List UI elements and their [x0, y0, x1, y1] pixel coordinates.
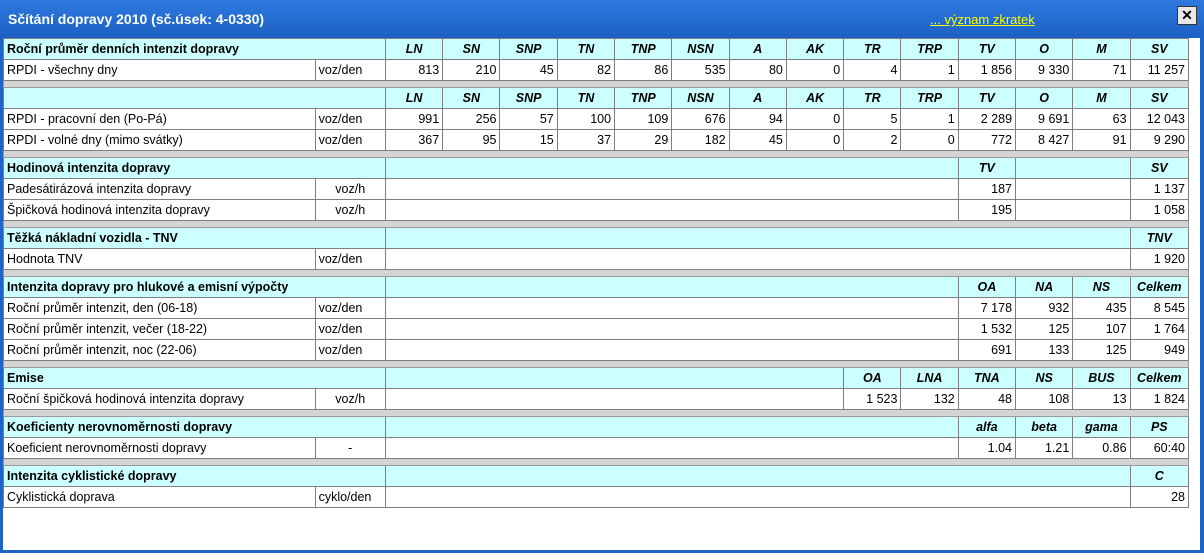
value-cell: 133: [1016, 340, 1073, 361]
column-header: TNA: [958, 368, 1015, 389]
value-cell: 991: [385, 109, 442, 130]
column-header: TV: [958, 158, 1015, 179]
empty-cell: [385, 319, 958, 340]
value-cell: 5: [844, 109, 901, 130]
value-cell: 210: [443, 60, 500, 81]
empty-cell: [385, 389, 843, 410]
abbreviations-link[interactable]: ... význam zkratek: [930, 12, 1035, 27]
header-filler: [385, 368, 843, 389]
value-cell: 9 691: [1016, 109, 1073, 130]
value-cell: 1: [901, 60, 958, 81]
column-header: Celkem: [1130, 277, 1188, 298]
section-separator: [4, 221, 1189, 228]
value-cell: 45: [729, 130, 786, 151]
value-cell: 15: [500, 130, 557, 151]
table-row: [4, 438, 1189, 459]
value-cell: 95: [443, 130, 500, 151]
column-header: TRP: [901, 39, 958, 60]
column-header: SV: [1130, 88, 1188, 109]
section-separator: [4, 81, 1189, 88]
value-cell: 57: [500, 109, 557, 130]
row-unit: voz/h: [315, 200, 385, 221]
column-header: AK: [786, 39, 843, 60]
value-cell: 691: [958, 340, 1015, 361]
value-cell: 80: [729, 60, 786, 81]
value-cell: 12 043: [1130, 109, 1188, 130]
value-cell: 91: [1073, 130, 1130, 151]
empty-cell: [1016, 179, 1131, 200]
table-row: [4, 487, 1189, 508]
section-header-hourly: [4, 158, 1189, 179]
value-cell: 108: [1016, 389, 1073, 410]
column-header: A: [729, 88, 786, 109]
value-cell: 676: [672, 109, 729, 130]
value-cell: 29: [615, 130, 672, 151]
value-cell: 45: [500, 60, 557, 81]
empty-cell: [385, 298, 958, 319]
column-header: Celkem: [1130, 368, 1188, 389]
value-cell: 0: [786, 130, 843, 151]
empty-cell: [385, 487, 1130, 508]
column-header: SN: [443, 88, 500, 109]
section-header-rpdi: [4, 39, 1189, 60]
column-header: TNV: [1130, 228, 1188, 249]
header-filler: [1016, 158, 1131, 179]
row-unit: voz/den: [315, 249, 385, 270]
column-header: BUS: [1073, 368, 1130, 389]
value-cell: 125: [1016, 319, 1073, 340]
value-cell: 11 257: [1130, 60, 1188, 81]
value-cell: 1 058: [1130, 200, 1188, 221]
value-cell: 1 137: [1130, 179, 1188, 200]
column-header: NA: [1016, 277, 1073, 298]
column-header: OA: [844, 368, 901, 389]
column-header: LN: [385, 39, 442, 60]
section-title: Roční průměr denních intenzit dopravy: [4, 39, 386, 60]
empty-cell: [1016, 200, 1131, 221]
row-unit: voz/h: [315, 179, 385, 200]
section-header-cycling: [4, 466, 1189, 487]
value-cell: 187: [958, 179, 1015, 200]
row-unit: voz/den: [315, 130, 385, 151]
section-title-empty: [4, 88, 386, 109]
row-unit: voz/den: [315, 298, 385, 319]
value-cell: 1.21: [1016, 438, 1073, 459]
section-header-noise: [4, 277, 1189, 298]
section-title: Koeficienty nerovnoměrnosti dopravy: [4, 417, 386, 438]
section-separator: [4, 151, 1189, 158]
table-row: [4, 130, 1189, 151]
row-label: RPDI - pracovní den (Po-Pá): [4, 109, 316, 130]
value-cell: 2: [844, 130, 901, 151]
value-cell: 0: [786, 109, 843, 130]
column-header: TN: [557, 39, 614, 60]
column-header: M: [1073, 88, 1130, 109]
column-header: beta: [1016, 417, 1073, 438]
section-separator: [4, 459, 1189, 466]
column-header: LNA: [901, 368, 958, 389]
value-cell: 37: [557, 130, 614, 151]
header-filler: [385, 466, 1130, 487]
column-header: NS: [1073, 277, 1130, 298]
value-cell: 195: [958, 200, 1015, 221]
value-cell: 813: [385, 60, 442, 81]
value-cell: 8 545: [1130, 298, 1188, 319]
value-cell: 2 289: [958, 109, 1015, 130]
empty-cell: [385, 438, 958, 459]
column-header: O: [1016, 88, 1073, 109]
column-header: NSN: [672, 39, 729, 60]
table-row: [4, 109, 1189, 130]
value-cell: 256: [443, 109, 500, 130]
value-cell: 772: [958, 130, 1015, 151]
title-bar: [0, 0, 1204, 38]
row-label: Hodnota TNV: [4, 249, 316, 270]
row-label: Roční průměr intenzit, noc (22-06): [4, 340, 316, 361]
column-header: SNP: [500, 88, 557, 109]
value-cell: 94: [729, 109, 786, 130]
row-label: Padesátirázová intenzita dopravy: [4, 179, 316, 200]
table-row: [4, 200, 1189, 221]
table-row: [4, 389, 1189, 410]
value-cell: 60:40: [1130, 438, 1188, 459]
row-unit: voz/den: [315, 60, 385, 81]
row-unit: cyklo/den: [315, 487, 385, 508]
empty-cell: [385, 340, 958, 361]
value-cell: 182: [672, 130, 729, 151]
column-header: SV: [1130, 158, 1188, 179]
column-header: TRP: [901, 88, 958, 109]
value-cell: 1 824: [1130, 389, 1188, 410]
value-cell: 435: [1073, 298, 1130, 319]
column-header: O: [1016, 39, 1073, 60]
section-header-tnv: [4, 228, 1189, 249]
column-header: A: [729, 39, 786, 60]
value-cell: 125: [1073, 340, 1130, 361]
header-filler: [385, 417, 958, 438]
column-header: PS: [1130, 417, 1188, 438]
section-separator: [4, 361, 1189, 368]
row-unit: voz/den: [315, 340, 385, 361]
value-cell: 1 523: [844, 389, 901, 410]
section-separator: [4, 410, 1189, 417]
row-label: Koeficient nerovnoměrnosti dopravy: [4, 438, 316, 459]
value-cell: 107: [1073, 319, 1130, 340]
column-header: TV: [958, 88, 1015, 109]
header-filler: [385, 228, 1130, 249]
column-header: TV: [958, 39, 1015, 60]
value-cell: 1 856: [958, 60, 1015, 81]
section-separator: [4, 270, 1189, 277]
value-cell: 28: [1130, 487, 1188, 508]
close-icon: ✕: [1181, 7, 1193, 23]
window-title: Sčítání dopravy 2010 (sč.úsek: 4-0330): [8, 11, 265, 27]
row-label: Špičková hodinová intenzita dopravy: [4, 200, 316, 221]
column-header: TR: [844, 88, 901, 109]
value-cell: 9 330: [1016, 60, 1073, 81]
value-cell: 71: [1073, 60, 1130, 81]
column-header: M: [1073, 39, 1130, 60]
value-cell: 949: [1130, 340, 1188, 361]
section-title: Intenzita dopravy pro hlukové a emisní výpočty: [4, 277, 386, 298]
value-cell: 1 532: [958, 319, 1015, 340]
table-row: [4, 60, 1189, 81]
section-header-emissions: [4, 368, 1189, 389]
column-header: SNP: [500, 39, 557, 60]
column-header: SV: [1130, 39, 1188, 60]
section-header-coefficients: [4, 417, 1189, 438]
section-title: Emise: [4, 368, 386, 389]
value-cell: 1.04: [958, 438, 1015, 459]
value-cell: 932: [1016, 298, 1073, 319]
value-cell: 7 178: [958, 298, 1015, 319]
value-cell: 63: [1073, 109, 1130, 130]
table-row: [4, 340, 1189, 361]
row-unit: voz/den: [315, 109, 385, 130]
empty-cell: [385, 249, 1130, 270]
column-header: gama: [1073, 417, 1130, 438]
table-row: [4, 249, 1189, 270]
row-label: Roční průměr intenzit, den (06-18): [4, 298, 316, 319]
row-unit: voz/h: [315, 389, 385, 410]
column-header: TNP: [615, 88, 672, 109]
table-row: [4, 319, 1189, 340]
column-header: C: [1130, 466, 1188, 487]
content-area: [3, 38, 1200, 550]
column-header: NSN: [672, 88, 729, 109]
row-label: RPDI - volné dny (mimo svátky): [4, 130, 316, 151]
value-cell: 13: [1073, 389, 1130, 410]
row-label: Cyklistická doprava: [4, 487, 316, 508]
header-filler: [385, 158, 958, 179]
value-cell: 48: [958, 389, 1015, 410]
value-cell: 535: [672, 60, 729, 81]
column-header: alfa: [958, 417, 1015, 438]
row-label: Roční špičková hodinová intenzita dopravy: [4, 389, 316, 410]
column-header: LN: [385, 88, 442, 109]
header-filler: [385, 277, 958, 298]
value-cell: 132: [901, 389, 958, 410]
value-cell: 1 764: [1130, 319, 1188, 340]
value-cell: 1: [901, 109, 958, 130]
value-cell: 9 290: [1130, 130, 1188, 151]
value-cell: 0.86: [1073, 438, 1130, 459]
close-button[interactable]: [1177, 6, 1197, 25]
section-header-rpdi-days: [4, 88, 1189, 109]
row-label: Roční průměr intenzit, večer (18-22): [4, 319, 316, 340]
value-cell: 8 427: [1016, 130, 1073, 151]
value-cell: 86: [615, 60, 672, 81]
column-header: TR: [844, 39, 901, 60]
value-cell: 82: [557, 60, 614, 81]
section-title: Těžká nákladní vozidla - TNV: [4, 228, 386, 249]
column-header: NS: [1016, 368, 1073, 389]
value-cell: 367: [385, 130, 442, 151]
column-header: TNP: [615, 39, 672, 60]
value-cell: 0: [901, 130, 958, 151]
empty-cell: [385, 200, 958, 221]
table-row: [4, 179, 1189, 200]
column-header: OA: [958, 277, 1015, 298]
value-cell: 100: [557, 109, 614, 130]
empty-cell: [385, 179, 958, 200]
row-label: RPDI - všechny dny: [4, 60, 316, 81]
value-cell: 109: [615, 109, 672, 130]
column-header: TN: [557, 88, 614, 109]
value-cell: 0: [786, 60, 843, 81]
section-title: Hodinová intenzita dopravy: [4, 158, 386, 179]
row-unit: -: [315, 438, 385, 459]
table-row: [4, 298, 1189, 319]
row-unit: voz/den: [315, 319, 385, 340]
column-header: AK: [786, 88, 843, 109]
traffic-table: [3, 38, 1189, 508]
column-header: SN: [443, 39, 500, 60]
section-title: Intenzita cyklistické dopravy: [4, 466, 386, 487]
value-cell: 1 920: [1130, 249, 1188, 270]
value-cell: 4: [844, 60, 901, 81]
